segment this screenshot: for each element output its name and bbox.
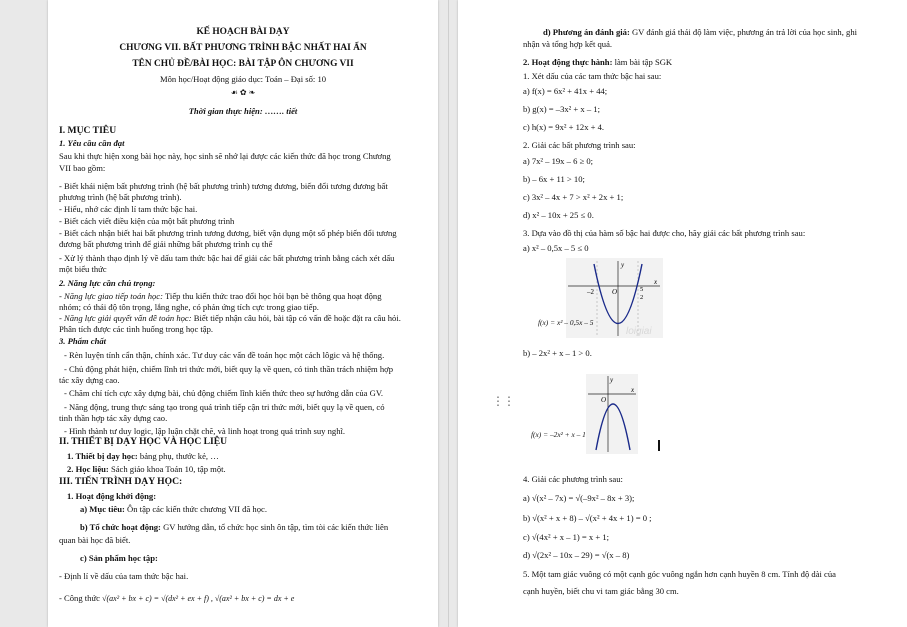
exercise-2c: c) 3x² – 4x + 7 > x² + 2x + 1; — [523, 192, 624, 202]
text: bảng phụ, thước kẻ, … — [139, 451, 219, 461]
text-line: - Hiểu, nhớ các định lí tam thức bậc hai. — [59, 204, 198, 214]
exercise-3a: a) x² – 0,5x – 5 ≤ 0 — [523, 243, 589, 253]
label: 2. Hoạt động thực hành: — [523, 57, 613, 67]
text-line: - Năng động, trung thực sáng tạo trong quá trình tiếp cận tri thức mới, biết quy lạ về quen, có — [64, 402, 385, 412]
warmup-title: 1. Hoạt động khởi động: — [67, 491, 157, 501]
plan-title: KẾ HOẠCH BÀI DẠY — [196, 27, 290, 37]
exercise-2a: a) 7x² – 19x – 6 ≥ 0; — [523, 156, 594, 166]
label: - Năng lực giải quyết vấn đề toán học: — [59, 313, 192, 323]
subject-line: Môn học/Hoạt động giáo dục: Toán – Đại số: 10 — [159, 74, 327, 84]
text: GV hướng dẫn, tổ chức học sinh ôn tập, tìm tòi các kiến thức liên — [163, 522, 389, 532]
tick-label: 2 — [640, 294, 644, 301]
section-process: III. TIẾN TRÌNH DẠY HỌC: — [59, 476, 183, 487]
exercise-5-line-1: 5. Một tam giác vuông có một cạnh góc vuông ngắn hơn cạnh huyền 8 cm. Tính độ dài của — [523, 569, 836, 579]
exercise-1b: b) g(x) = –3x² + x – 1; — [523, 104, 600, 114]
exercise-1: 1. Xét dấu của các tam thức bậc hai sau: — [523, 71, 662, 81]
text-line: quan bài học đã biết. — [59, 535, 131, 545]
exercise-3b: b) – 2x² + x – 1 > 0. — [523, 348, 592, 358]
label: 1. Thiết bị dạy học: — [67, 451, 138, 461]
exercise-4c: c) √(4x² + x – 1) = x + 1; — [523, 532, 610, 542]
exercise-4: 4. Giải các phương trình sau: — [523, 474, 623, 484]
x-axis-label: x — [631, 386, 635, 394]
exercise-5-line-2: cạnh huyền, biết chu vi tam giác bằng 30 cm. — [523, 586, 679, 596]
exercise-2b: b) – 6x + 11 > 10; — [523, 174, 585, 184]
drag-handle-icon[interactable]: ⋮⋮ — [492, 394, 514, 408]
graph-1-function-label: f(x) = x² – 0,5x – 5 — [538, 318, 594, 327]
requirements-title: 1. Yêu cầu cần đạt — [59, 138, 125, 148]
text-line: - Biết cách nhận biết hai bất phương trình tương đương, biết vận dụng một số phép biến đổi tương — [59, 228, 397, 238]
text-line: - Hình thành tư duy logic, lập luận chặt chẽ, và linh hoạt trong quá trình suy nghĩ. — [64, 426, 346, 436]
watermark: loigiai — [626, 326, 652, 337]
left-page — [48, 0, 438, 627]
text-line: Phân tích được các tình huống trong học tập. — [59, 324, 214, 334]
chapter-title: CHƯƠNG VII. BẤT PHƯƠNG TRÌNH BẬC NHẤT HAI ẨN — [119, 43, 367, 53]
qualities-title: 3. Phẩm chất — [59, 336, 107, 346]
tick-label: –2 — [587, 288, 594, 296]
text-line: - Định lí về dấu của tam thức bậc hai. — [59, 571, 189, 581]
y-axis-label: y — [610, 376, 614, 384]
section-objectives: I. MỤC TIÊU — [59, 125, 117, 136]
graph-2-function-label: f(x) = –2x² + x – 1 — [531, 430, 586, 439]
text-line: tinh thần hợp tác xây dựng cao. — [59, 413, 168, 423]
time-line: Thời gian thực hiện: ……. tiết — [188, 106, 298, 116]
text-line: một biểu thức — [59, 264, 107, 274]
text-line: - Rèn luyện tính cẩn thận, chính xác. Tư duy các vấn đề toán học một cách lôgic và hệ thống. — [64, 350, 385, 360]
text: Sách giáo khoa Toán 10, tập một. — [110, 464, 226, 474]
text: Ôn tập các kiến thức chương VII đã học. — [127, 504, 267, 514]
text-line: nhận và tổng hợp kết quả. — [523, 39, 613, 49]
text: Tiếp thu kiến thức trao đổi học hỏi bạn bè thông qua hoạt động — [164, 291, 382, 301]
right-page — [458, 0, 907, 627]
text: Biết tiếp nhận câu hỏi, bài tập có vấn đề hoặc đặt ra câu hỏi. — [193, 313, 401, 323]
exercise-1c: c) h(x) = 9x² + 12x + 4. — [523, 122, 605, 132]
origin-label: O — [601, 396, 607, 404]
text-line: đương bất phương trình để giải những bất phương trình cụ thể — [59, 239, 273, 249]
text: làm bài tập SGK — [614, 57, 673, 67]
exercise-4d: d) √(2x² – 10x – 29) = √(x – 8) — [523, 550, 630, 560]
section-equipment: II. THIẾT BỊ DẠY HỌC VÀ HỌC LIỆU — [59, 436, 228, 447]
label: a) Mục tiêu: — [80, 504, 125, 514]
exercise-1a: a) f(x) = 6x² + 41x + 44; — [523, 86, 608, 96]
formula: √(ax² + bx + c) = √(dx² + ex + f) , √(ax² + bx + c) = dx + e — [102, 594, 295, 603]
ornament: ☙ ✿ ❧ — [230, 88, 256, 97]
text-line: nhóm; có thái độ tôn trọng, lắng nghe, có phản ứng tích cực trong giao tiếp. — [59, 302, 319, 312]
x-axis-label: x — [654, 278, 658, 286]
text-line: phương trình (hệ bất phương trình). — [59, 192, 182, 202]
label: d) Phương án đánh giá: — [543, 27, 630, 37]
text-line: - Biết khái niệm bất phương trình (hệ bất phương trình) tương đương, biến đổi tương đương bất — [59, 181, 388, 191]
text-line: - Chăm chỉ tích cực xây dựng bài, chủ động chiếm lĩnh kiến thức theo sự hướng dẫn của GV. — [64, 388, 384, 398]
exercise-4a: a) √(x² – 7x) = √(–9x² – 8x + 3); — [523, 493, 635, 503]
parabola-graph-2 — [586, 374, 638, 454]
page-gap — [448, 0, 449, 627]
y-axis-label: y — [621, 261, 625, 269]
label: - Năng lực giao tiếp toán học: — [59, 291, 163, 301]
text-line: - Chủ động phát hiện, chiếm lĩnh tri thức mới, biết quy lạ về quen, có tinh thần trách nhiệm hợp — [64, 364, 394, 374]
exercise-2: 2. Giải các bất phương trình sau: — [523, 140, 636, 150]
text-line: - Xử lý thành thạo định lý về dấu tam thức bậc hai để giải các bất phương trình bằng cách xét dấu — [59, 253, 395, 263]
product-label: c) Sản phẩm học tập: — [80, 553, 158, 563]
competency-title: 2. Năng lực cần chú trọng: — [59, 278, 156, 288]
label: b) Tổ chức hoạt động: — [80, 522, 161, 532]
text-line: VII bao gồm: — [59, 163, 106, 173]
text-line: tác xây dựng cao. — [59, 375, 120, 385]
topic-title: TÊN CHỦ ĐỀ/BÀI HỌC: BÀI TẬP ÔN CHƯƠNG VII — [132, 59, 354, 69]
text-cursor — [658, 440, 660, 451]
exercise-2d: d) x² – 10x + 25 ≤ 0. — [523, 210, 594, 220]
exercise-3: 3. Dựa vào đồ thị của hàm số bậc hai được cho, hãy giải các bất phương trình sau: — [523, 228, 806, 238]
text: GV đánh giá thái độ làm việc, phương án trả lời của học sinh, ghi — [631, 27, 858, 37]
text-line: - Biết cách viết điều kiện của một bất phương trình — [59, 216, 235, 226]
tick-label: 5 — [640, 286, 644, 293]
text-line: Sau khi thực hiện xong bài học này, học sinh sẽ nhớ lại được các kiến thức đã học trong Chương — [59, 151, 391, 161]
exercise-4b: b) √(x² + x + 8) – √(x² + 4x + 1) = 0 ; — [523, 513, 652, 523]
label: 2. Học liệu: — [67, 464, 109, 474]
origin-label: O — [612, 288, 618, 296]
label: - Công thức — [59, 593, 100, 603]
